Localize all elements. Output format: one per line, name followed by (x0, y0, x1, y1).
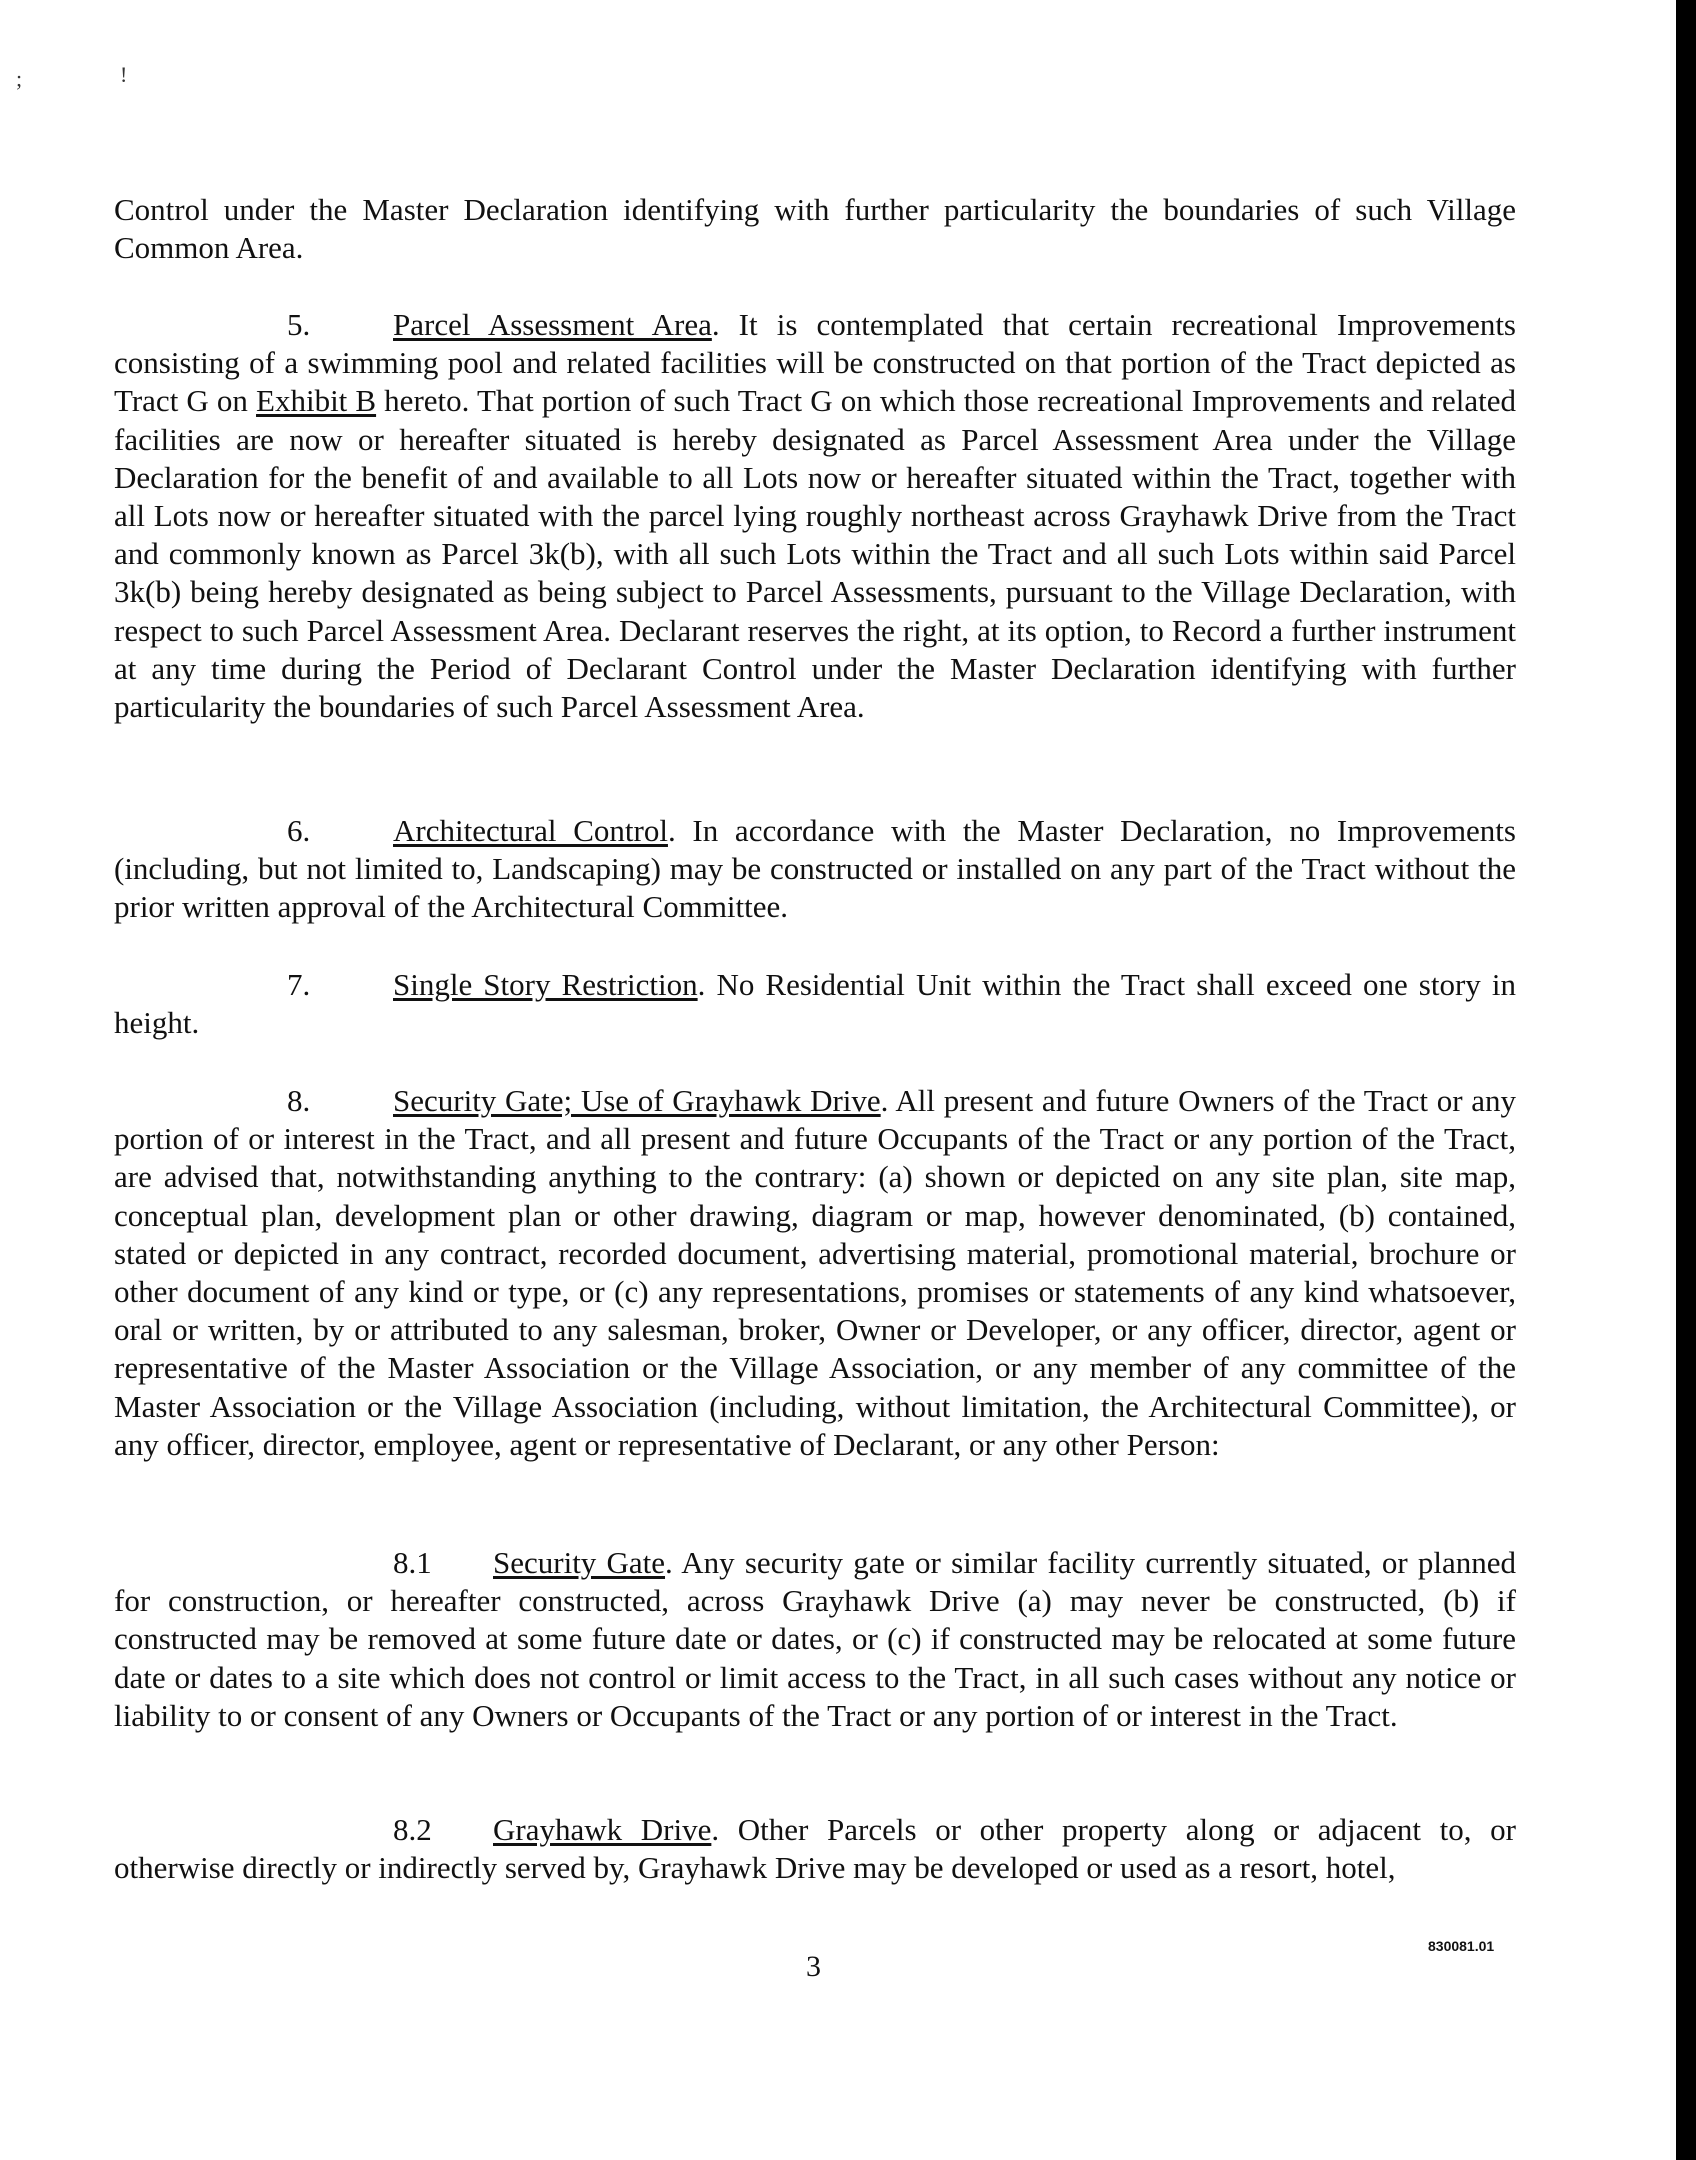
scan-mark: ! (120, 62, 128, 87)
section-heading: Grayhawk Drive (493, 1812, 712, 1847)
section-number: 8. (287, 1083, 311, 1118)
paragraph-text: . No Residential Unit within the Tract shall exceed one story in height. (114, 967, 1516, 1041)
exhibit-reference: Exhibit B (256, 383, 377, 419)
section-number: 6. (287, 813, 311, 848)
section-heading: Architectural Control (393, 813, 668, 848)
paragraph-text: . In accordance with the Master Declaration, no Improvements (including, but not limited to, Landscaping) may be constructed or installed on any part of the Tract without the prior written approval of the Architectural Committee. (114, 813, 1516, 925)
scan-mark: ; (16, 66, 23, 91)
paragraph-text: Control under the Master Declaration identifying with further particularity the boundaries of such Village Common Area. (114, 192, 1516, 266)
section-number: 7. (287, 967, 311, 1002)
paragraph-8-1 (114, 1544, 1516, 1735)
section-heading: Parcel Assessment Area (393, 307, 712, 342)
section-heading: Security Gate; Use of Grayhawk Drive (393, 1083, 881, 1118)
paragraph-text: . It is contemplated that certain recreational Improvements consisting of a swimming pool and related facilities will be constructed on that portion of the Tract depicted as Tract G on (114, 307, 1516, 419)
paragraph-continuation (114, 191, 1516, 267)
paragraph-text: . Other Parcels or other property along or adjacent to, or otherwise directly or indirectly served by, Grayhawk Drive may be developed or used as a resort, hotel, (114, 1812, 1516, 1886)
paragraph-5 (114, 306, 1516, 726)
paragraph-text: . All present and future Owners of the Tract or any portion of or interest in the Tract, and all present and future Occupants of the Tract or any portion of the Tract, are advised that, notwithstanding anything to the contrary: (a) shown or depicted on any site plan, site map, conceptual plan, development plan or other drawing, diagram or map, however denominated, (b) contained, stated or depicted in any contract, recorded document, advertising material, promotional material, brochure or other document of any kind or type, or (c) any representations, promises or statements of any kind whatsoever, oral or written, by or attributed to any salesman, broker, Owner or Developer, or any officer, director, agent or representative of the Master Association or the Village Association, or any member of any committee of the Master Association or the Village Association (including, without limitation, the Architectural Committee), or any officer, director, employee, agent or representative of Declarant, or any other Person: (114, 1083, 1517, 1462)
paragraph-7 (114, 966, 1516, 1042)
document-number: 830081.01 (1428, 1938, 1495, 1954)
section-heading: Security Gate (493, 1545, 666, 1580)
paragraph-6 (114, 812, 1516, 927)
section-number: 8.1 (393, 1545, 432, 1580)
paragraph-8-2 (114, 1811, 1516, 1887)
section-heading: Single Story Restriction (393, 967, 698, 1002)
paragraph-text: hereto. That portion of such Tract G on which those recreational Improvements and related facilities are now or hereafter situated is hereby designated as Parcel Assessment Area under the Village Declaration for the benefit of and available to all Lots now or hereafter situated within the Tract, together with all Lots now or hereafter situated with the parcel lying roughly northeast across Grayhawk Drive from the Tract and commonly known as Parcel 3k(b), with all such Lots within the Tract and all such Lots within said Parcel 3k(b) being hereby designated as being subject to Parcel Assessments, pursuant to the Village Declaration, with respect to such Parcel Assessment Area. Declarant reserves the right, at its option, to Record a further instrument at any time during the Period of Declarant Control under the Master Declaration identifying with further particularity the boundaries of such Parcel Assessment Area. (114, 383, 1516, 725)
scan-edge-bar (1676, 0, 1696, 2160)
section-number: 8.2 (393, 1812, 432, 1847)
section-number: 5. (287, 307, 311, 342)
page-number: 3 (806, 1950, 821, 1983)
paragraph-text: . Any security gate or similar facility currently situated, or planned for construction, or hereafter constructed, across Grayhawk Drive (a) may never be constructed, (b) if constructed may be removed at some future date or dates, or (c) if constructed may be relocated at some future date or dates to a site which does not control or limit access to the Tract, in all such cases without any notice or liability to or consent of any Owners or Occupants of the Tract or any portion of or interest in the Tract. (114, 1545, 1516, 1733)
paragraph-8 (114, 1082, 1516, 1464)
